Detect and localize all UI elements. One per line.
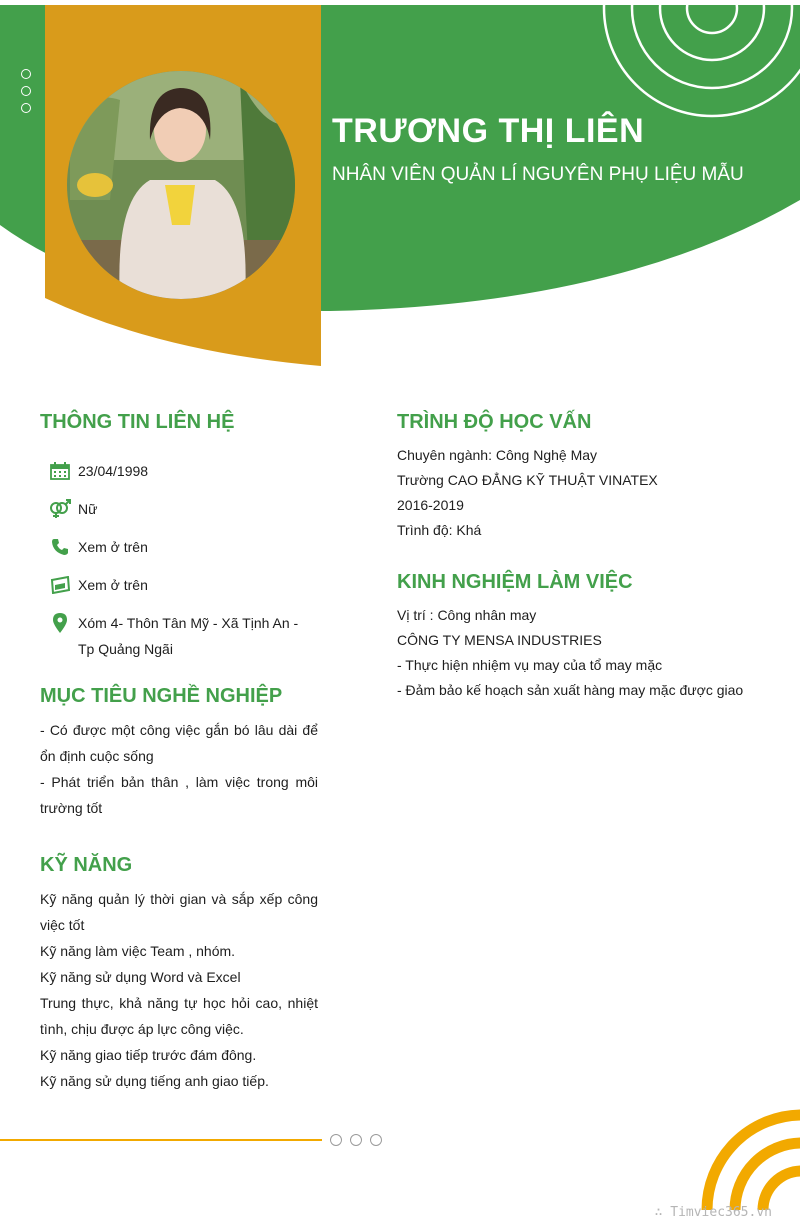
email-text: Xem ở trên — [78, 577, 148, 593]
footer-yellow-line — [0, 1139, 322, 1141]
footer-arcs-decoration — [707, 1115, 800, 1210]
email-icon — [46, 572, 74, 598]
experience-section-title: KINH NGHIỆM LÀM VIỆC — [397, 571, 633, 593]
header-dots-decoration — [21, 69, 31, 120]
objective-section-title: MỤC TIÊU NGHỀ NGHIỆP — [40, 685, 283, 707]
skill-item: Kỹ năng giao tiếp trước đám đông. — [40, 1047, 257, 1063]
experience-line: CÔNG TY MENSA INDUSTRIES — [397, 632, 602, 648]
skill-item: Trung thực, khả năng tự học hỏi cao, nhiệt tình, chịu được áp lực công việc. — [40, 995, 318, 1037]
objective-line: - Phát triển bản thân , làm việc trong môi trường tốt — [40, 774, 318, 816]
skill-item: Kỹ năng sử dụng Word và Excel — [40, 969, 241, 985]
skills-section-title: KỸ NĂNG — [40, 854, 133, 876]
footer-watermark: ∴ Timviec365.vn — [654, 1205, 772, 1220]
gender-text: Nữ — [78, 501, 98, 517]
address-text: Xóm 4- Thôn Tân Mỹ - Xã Tịnh An - Tp Quảng Ngãi — [78, 615, 299, 657]
experience-line: Vị trí : Công nhân may — [397, 607, 537, 623]
birthday-text: 23/04/1998 — [78, 463, 149, 479]
education-line: 2016-2019 — [397, 497, 464, 513]
experience-line: - Thực hiện nhiệm vụ may của tổ may mặc — [397, 657, 663, 673]
calendar-icon — [46, 458, 74, 484]
location-pin-icon — [46, 610, 74, 636]
skill-item: Kỹ năng làm việc Team , nhóm. — [40, 943, 236, 959]
phone-icon — [46, 534, 74, 560]
education-line: Trình độ: Khá — [397, 522, 482, 538]
experience-line: - Đảm bảo kế hoạch sản xuất hàng may mặc được giao — [397, 682, 744, 698]
skill-item: Kỹ năng sử dụng tiếng anh giao tiếp. — [40, 1073, 269, 1089]
phone-text: Xem ở trên — [78, 539, 148, 555]
education-line: Trường CAO ĐẲNG KỸ THUẬT VINATEX — [397, 472, 658, 488]
candidate-role: NHÂN VIÊN QUẢN LÍ NGUYÊN PHỤ LIỆU MẪU — [332, 164, 744, 185]
footer-dots-decoration — [330, 1134, 382, 1146]
education-section-title: TRÌNH ĐỘ HỌC VẤN — [397, 411, 592, 433]
objective-line: - Có được một công việc gắn bó lâu dài để ổn định cuộc sống — [40, 722, 318, 764]
candidate-name: TRƯƠNG THỊ LIÊN — [332, 112, 645, 150]
skill-item: Kỹ năng quản lý thời gian và sắp xếp công việc tốt — [40, 891, 318, 933]
gender-icon — [46, 496, 74, 522]
contact-section-title: THÔNG TIN LIÊN HỆ — [40, 411, 235, 433]
education-line: Chuyên ngành: Công Nghệ May — [397, 447, 598, 463]
